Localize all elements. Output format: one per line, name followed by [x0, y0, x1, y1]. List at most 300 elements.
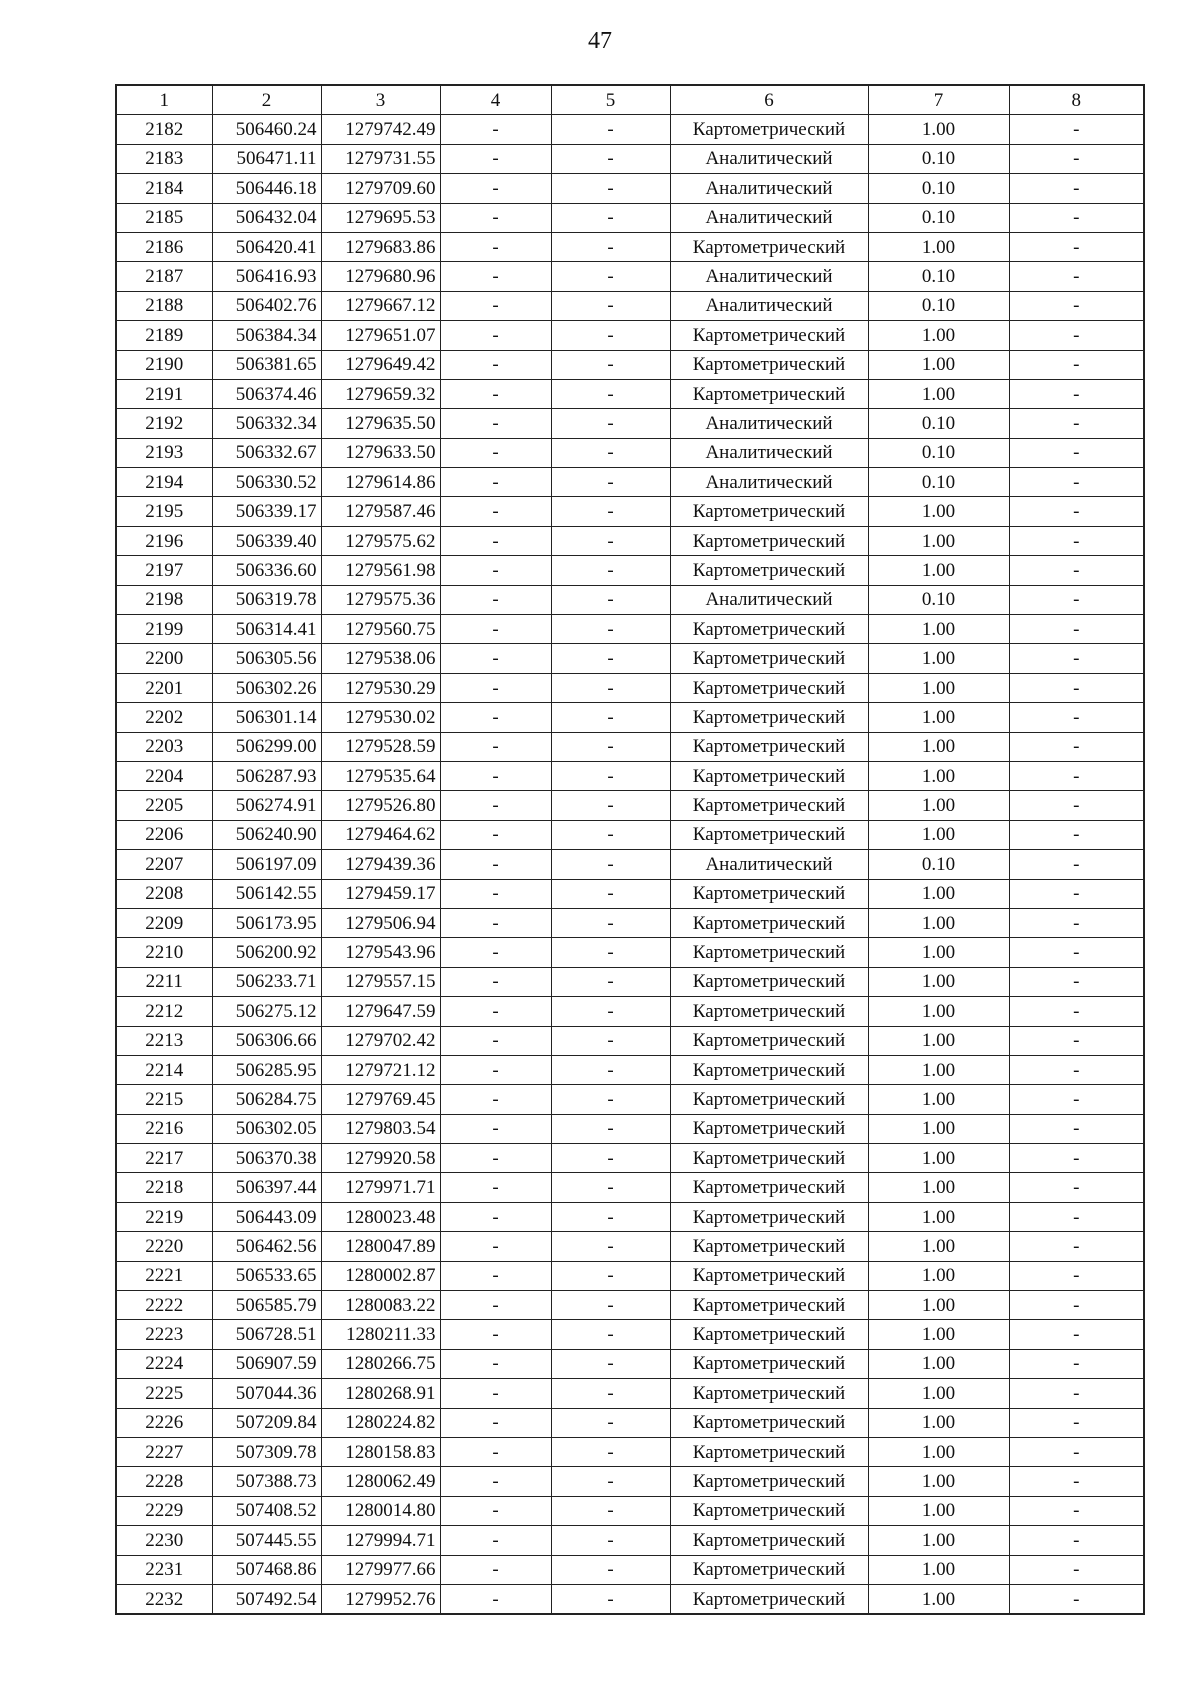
method-cell: Аналитический — [670, 438, 868, 467]
accuracy-cell: 1.00 — [868, 350, 1009, 379]
column-4-cell: - — [440, 967, 551, 996]
column-4-cell: - — [440, 938, 551, 967]
x-coordinate-cell: 506173.95 — [212, 908, 321, 937]
method-cell: Картометрический — [670, 879, 868, 908]
column-4-cell: - — [440, 1055, 551, 1084]
column-8-cell: - — [1009, 262, 1144, 291]
column-4-cell: - — [440, 1467, 551, 1496]
method-cell: Картометрический — [670, 908, 868, 937]
method-cell: Картометрический — [670, 673, 868, 702]
column-4-cell: - — [440, 1320, 551, 1349]
column-8-cell: - — [1009, 1144, 1144, 1173]
table-row — [116, 321, 1144, 350]
y-coordinate-cell: 1279614.86 — [321, 468, 440, 497]
table-row — [116, 703, 1144, 732]
accuracy-cell: 0.10 — [868, 291, 1009, 320]
accuracy-cell: 1.00 — [868, 379, 1009, 408]
y-coordinate-cell: 1279994.71 — [321, 1526, 440, 1555]
point-number-cell: 2229 — [116, 1496, 212, 1525]
column-5-cell: - — [551, 1202, 670, 1231]
column-4-cell: - — [440, 1261, 551, 1290]
accuracy-cell: 1.00 — [868, 761, 1009, 790]
table-row — [116, 585, 1144, 614]
accuracy-cell: 1.00 — [868, 820, 1009, 849]
column-5-cell: - — [551, 644, 670, 673]
column-4-cell: - — [440, 1379, 551, 1408]
point-number-cell: 2230 — [116, 1526, 212, 1555]
x-coordinate-cell: 506287.93 — [212, 761, 321, 790]
point-number-cell: 2190 — [116, 350, 212, 379]
method-cell: Картометрический — [670, 820, 868, 849]
table-row — [116, 556, 1144, 585]
point-number-cell: 2212 — [116, 997, 212, 1026]
x-coordinate-cell: 506233.71 — [212, 967, 321, 996]
table-row — [116, 791, 1144, 820]
column-4-cell: - — [440, 203, 551, 232]
y-coordinate-cell: 1279651.07 — [321, 321, 440, 350]
point-number-cell: 2227 — [116, 1437, 212, 1466]
x-coordinate-cell: 507492.54 — [212, 1584, 321, 1614]
column-8-cell: - — [1009, 291, 1144, 320]
column-5-cell: - — [551, 1349, 670, 1378]
method-cell: Картометрический — [670, 1232, 868, 1261]
accuracy-cell: 1.00 — [868, 1173, 1009, 1202]
method-cell: Картометрический — [670, 1555, 868, 1584]
column-4-cell: - — [440, 1555, 551, 1584]
table-row — [116, 644, 1144, 673]
column-4-cell: - — [440, 526, 551, 555]
table-row — [116, 1379, 1144, 1408]
column-5-cell: - — [551, 1467, 670, 1496]
x-coordinate-cell: 506907.59 — [212, 1349, 321, 1378]
table-row — [116, 850, 1144, 879]
column-4-cell: - — [440, 262, 551, 291]
column-5-cell: - — [551, 262, 670, 291]
y-coordinate-cell: 1279530.29 — [321, 673, 440, 702]
column-8-cell: - — [1009, 174, 1144, 203]
column-4-cell: - — [440, 879, 551, 908]
y-coordinate-cell: 1280211.33 — [321, 1320, 440, 1349]
method-cell: Картометрический — [670, 967, 868, 996]
method-cell: Картометрический — [670, 1584, 868, 1614]
table-row — [116, 615, 1144, 644]
table-header — [116, 85, 1144, 115]
column-header-2: 2 — [212, 85, 321, 115]
point-number-cell: 2182 — [116, 115, 212, 144]
point-number-cell: 2217 — [116, 1144, 212, 1173]
point-number-cell: 2185 — [116, 203, 212, 232]
y-coordinate-cell: 1279633.50 — [321, 438, 440, 467]
x-coordinate-cell: 506319.78 — [212, 585, 321, 614]
accuracy-cell: 1.00 — [868, 1291, 1009, 1320]
column-8-cell: - — [1009, 1055, 1144, 1084]
accuracy-cell: 1.00 — [868, 997, 1009, 1026]
y-coordinate-cell: 1279635.50 — [321, 409, 440, 438]
column-8-cell: - — [1009, 908, 1144, 937]
x-coordinate-cell: 507044.36 — [212, 1379, 321, 1408]
accuracy-cell: 1.00 — [868, 1114, 1009, 1143]
x-coordinate-cell: 506302.26 — [212, 673, 321, 702]
column-5-cell: - — [551, 1496, 670, 1525]
column-5-cell: - — [551, 908, 670, 937]
column-8-cell: - — [1009, 1026, 1144, 1055]
accuracy-cell: 1.00 — [868, 556, 1009, 585]
column-5-cell: - — [551, 1526, 670, 1555]
accuracy-cell: 1.00 — [868, 938, 1009, 967]
column-4-cell: - — [440, 585, 551, 614]
column-header-1: 1 — [116, 85, 212, 115]
accuracy-cell: 1.00 — [868, 115, 1009, 144]
table-row — [116, 761, 1144, 790]
y-coordinate-cell: 1279971.71 — [321, 1173, 440, 1202]
method-cell: Картометрический — [670, 644, 868, 673]
y-coordinate-cell: 1279560.75 — [321, 615, 440, 644]
column-8-cell: - — [1009, 468, 1144, 497]
point-number-cell: 2199 — [116, 615, 212, 644]
y-coordinate-cell: 1279538.06 — [321, 644, 440, 673]
column-5-cell: - — [551, 232, 670, 261]
accuracy-cell: 1.00 — [868, 791, 1009, 820]
x-coordinate-cell: 506200.92 — [212, 938, 321, 967]
point-number-cell: 2203 — [116, 732, 212, 761]
x-coordinate-cell: 506585.79 — [212, 1291, 321, 1320]
point-number-cell: 2221 — [116, 1261, 212, 1290]
method-cell: Картометрический — [670, 115, 868, 144]
x-coordinate-cell: 506305.56 — [212, 644, 321, 673]
accuracy-cell: 1.00 — [868, 879, 1009, 908]
y-coordinate-cell: 1279575.62 — [321, 526, 440, 555]
accuracy-cell: 1.00 — [868, 644, 1009, 673]
accuracy-cell: 1.00 — [868, 1379, 1009, 1408]
column-5-cell: - — [551, 1261, 670, 1290]
y-coordinate-cell: 1280014.80 — [321, 1496, 440, 1525]
table-row — [116, 732, 1144, 761]
y-coordinate-cell: 1279506.94 — [321, 908, 440, 937]
column-5-cell: - — [551, 1173, 670, 1202]
column-8-cell: - — [1009, 556, 1144, 585]
accuracy-cell: 1.00 — [868, 703, 1009, 732]
point-number-cell: 2226 — [116, 1408, 212, 1437]
accuracy-cell: 1.00 — [868, 908, 1009, 937]
x-coordinate-cell: 506533.65 — [212, 1261, 321, 1290]
point-number-cell: 2196 — [116, 526, 212, 555]
column-4-cell: - — [440, 350, 551, 379]
x-coordinate-cell: 507468.86 — [212, 1555, 321, 1584]
column-5-cell: - — [551, 585, 670, 614]
accuracy-cell: 0.10 — [868, 438, 1009, 467]
x-coordinate-cell: 506275.12 — [212, 997, 321, 1026]
x-coordinate-cell: 506432.04 — [212, 203, 321, 232]
x-coordinate-cell: 506370.38 — [212, 1144, 321, 1173]
column-8-cell: - — [1009, 1526, 1144, 1555]
column-5-cell: - — [551, 497, 670, 526]
table-row — [116, 1261, 1144, 1290]
point-number-cell: 2191 — [116, 379, 212, 408]
x-coordinate-cell: 506397.44 — [212, 1173, 321, 1202]
y-coordinate-cell: 1279575.36 — [321, 585, 440, 614]
y-coordinate-cell: 1279680.96 — [321, 262, 440, 291]
point-number-cell: 2208 — [116, 879, 212, 908]
column-8-cell: - — [1009, 1173, 1144, 1202]
column-4-cell: - — [440, 1291, 551, 1320]
table-row — [116, 997, 1144, 1026]
y-coordinate-cell: 1279543.96 — [321, 938, 440, 967]
column-8-cell: - — [1009, 497, 1144, 526]
point-number-cell: 2231 — [116, 1555, 212, 1584]
y-coordinate-cell: 1280224.82 — [321, 1408, 440, 1437]
column-4-cell: - — [440, 850, 551, 879]
column-4-cell: - — [440, 615, 551, 644]
point-number-cell: 2225 — [116, 1379, 212, 1408]
column-5-cell: - — [551, 409, 670, 438]
column-4-cell: - — [440, 908, 551, 937]
accuracy-cell: 1.00 — [868, 967, 1009, 996]
y-coordinate-cell: 1279526.80 — [321, 791, 440, 820]
method-cell: Аналитический — [670, 262, 868, 291]
method-cell: Аналитический — [670, 585, 868, 614]
table-row — [116, 908, 1144, 937]
accuracy-cell: 1.00 — [868, 1320, 1009, 1349]
table-row — [116, 1349, 1144, 1378]
column-5-cell: - — [551, 732, 670, 761]
column-4-cell: - — [440, 1026, 551, 1055]
column-4-cell: - — [440, 291, 551, 320]
column-8-cell: - — [1009, 703, 1144, 732]
y-coordinate-cell: 1280002.87 — [321, 1261, 440, 1290]
method-cell: Аналитический — [670, 850, 868, 879]
column-4-cell: - — [440, 997, 551, 1026]
column-8-cell: - — [1009, 144, 1144, 173]
column-5-cell: - — [551, 1232, 670, 1261]
point-number-cell: 2184 — [116, 174, 212, 203]
column-5-cell: - — [551, 820, 670, 849]
x-coordinate-cell: 506301.14 — [212, 703, 321, 732]
column-4-cell: - — [440, 791, 551, 820]
y-coordinate-cell: 1279683.86 — [321, 232, 440, 261]
column-5-cell: - — [551, 1114, 670, 1143]
method-cell: Картометрический — [670, 1173, 868, 1202]
point-number-cell: 2213 — [116, 1026, 212, 1055]
x-coordinate-cell: 506460.24 — [212, 115, 321, 144]
method-cell: Картометрический — [670, 350, 868, 379]
column-8-cell: - — [1009, 644, 1144, 673]
x-coordinate-cell: 506462.56 — [212, 1232, 321, 1261]
column-8-cell: - — [1009, 1114, 1144, 1143]
table-row — [116, 1584, 1144, 1614]
column-8-cell: - — [1009, 615, 1144, 644]
method-cell: Картометрический — [670, 526, 868, 555]
column-8-cell: - — [1009, 1584, 1144, 1614]
method-cell: Картометрический — [670, 1349, 868, 1378]
column-8-cell: - — [1009, 1379, 1144, 1408]
column-5-cell: - — [551, 291, 670, 320]
table-row — [116, 1055, 1144, 1084]
column-8-cell: - — [1009, 938, 1144, 967]
method-cell: Картометрический — [670, 1055, 868, 1084]
y-coordinate-cell: 1279659.32 — [321, 379, 440, 408]
x-coordinate-cell: 507309.78 — [212, 1437, 321, 1466]
method-cell: Картометрический — [670, 556, 868, 585]
accuracy-cell: 1.00 — [868, 1408, 1009, 1437]
column-4-cell: - — [440, 468, 551, 497]
column-8-cell: - — [1009, 732, 1144, 761]
x-coordinate-cell: 506306.66 — [212, 1026, 321, 1055]
column-5-cell: - — [551, 850, 670, 879]
column-8-cell: - — [1009, 1232, 1144, 1261]
column-8-cell: - — [1009, 379, 1144, 408]
method-cell: Аналитический — [670, 468, 868, 497]
method-cell: Картометрический — [670, 1144, 868, 1173]
accuracy-cell: 1.00 — [868, 526, 1009, 555]
point-number-cell: 2198 — [116, 585, 212, 614]
accuracy-cell: 0.10 — [868, 203, 1009, 232]
column-5-cell: - — [551, 1291, 670, 1320]
table-row — [116, 1496, 1144, 1525]
column-4-cell: - — [440, 232, 551, 261]
y-coordinate-cell: 1279647.59 — [321, 997, 440, 1026]
x-coordinate-cell: 506471.11 — [212, 144, 321, 173]
y-coordinate-cell: 1279587.46 — [321, 497, 440, 526]
y-coordinate-cell: 1279530.02 — [321, 703, 440, 732]
y-coordinate-cell: 1279649.42 — [321, 350, 440, 379]
method-cell: Картометрический — [670, 791, 868, 820]
x-coordinate-cell: 506332.34 — [212, 409, 321, 438]
column-8-cell: - — [1009, 1467, 1144, 1496]
x-coordinate-cell: 507408.52 — [212, 1496, 321, 1525]
method-cell: Аналитический — [670, 144, 868, 173]
method-cell: Картометрический — [670, 321, 868, 350]
column-4-cell: - — [440, 144, 551, 173]
accuracy-cell: 1.00 — [868, 1085, 1009, 1114]
point-number-cell: 2218 — [116, 1173, 212, 1202]
column-8-cell: - — [1009, 1202, 1144, 1231]
accuracy-cell: 1.00 — [868, 1555, 1009, 1584]
column-5-cell: - — [551, 115, 670, 144]
table-row — [116, 174, 1144, 203]
table-row — [116, 409, 1144, 438]
y-coordinate-cell: 1279803.54 — [321, 1114, 440, 1143]
accuracy-cell: 1.00 — [868, 1584, 1009, 1614]
y-coordinate-cell: 1279742.49 — [321, 115, 440, 144]
column-5-cell: - — [551, 1320, 670, 1349]
column-5-cell: - — [551, 1144, 670, 1173]
header-row — [116, 85, 1144, 115]
table-row — [116, 879, 1144, 908]
point-number-cell: 2187 — [116, 262, 212, 291]
column-8-cell: - — [1009, 1085, 1144, 1114]
method-cell: Картометрический — [670, 1026, 868, 1055]
method-cell: Аналитический — [670, 291, 868, 320]
method-cell: Картометрический — [670, 1467, 868, 1496]
accuracy-cell: 1.00 — [868, 615, 1009, 644]
y-coordinate-cell: 1279702.42 — [321, 1026, 440, 1055]
table-row — [116, 1232, 1144, 1261]
y-coordinate-cell: 1280083.22 — [321, 1291, 440, 1320]
method-cell: Картометрический — [670, 1496, 868, 1525]
y-coordinate-cell: 1280047.89 — [321, 1232, 440, 1261]
y-coordinate-cell: 1279561.98 — [321, 556, 440, 585]
column-8-cell: - — [1009, 1555, 1144, 1584]
method-cell: Аналитический — [670, 409, 868, 438]
column-4-cell: - — [440, 115, 551, 144]
column-4-cell: - — [440, 1114, 551, 1143]
accuracy-cell: 0.10 — [868, 850, 1009, 879]
column-8-cell: - — [1009, 585, 1144, 614]
point-number-cell: 2186 — [116, 232, 212, 261]
accuracy-cell: 1.00 — [868, 1261, 1009, 1290]
column-8-cell: - — [1009, 1320, 1144, 1349]
point-number-cell: 2201 — [116, 673, 212, 702]
accuracy-cell: 1.00 — [868, 1526, 1009, 1555]
column-5-cell: - — [551, 967, 670, 996]
column-8-cell: - — [1009, 350, 1144, 379]
x-coordinate-cell: 506384.34 — [212, 321, 321, 350]
column-8-cell: - — [1009, 1261, 1144, 1290]
column-5-cell: - — [551, 1584, 670, 1614]
point-number-cell: 2200 — [116, 644, 212, 673]
point-number-cell: 2210 — [116, 938, 212, 967]
column-5-cell: - — [551, 350, 670, 379]
column-8-cell: - — [1009, 997, 1144, 1026]
accuracy-cell: 1.00 — [868, 1232, 1009, 1261]
x-coordinate-cell: 507388.73 — [212, 1467, 321, 1496]
table-row — [116, 820, 1144, 849]
column-4-cell: - — [440, 409, 551, 438]
x-coordinate-cell: 506142.55 — [212, 879, 321, 908]
x-coordinate-cell: 507445.55 — [212, 1526, 321, 1555]
column-5-cell: - — [551, 1555, 670, 1584]
column-4-cell: - — [440, 1085, 551, 1114]
table-row — [116, 1526, 1144, 1555]
point-number-cell: 2192 — [116, 409, 212, 438]
method-cell: Аналитический — [670, 174, 868, 203]
x-coordinate-cell: 506339.17 — [212, 497, 321, 526]
table-row — [116, 1320, 1144, 1349]
method-cell: Картометрический — [670, 232, 868, 261]
coordinates-table — [115, 84, 1145, 1615]
column-4-cell: - — [440, 556, 551, 585]
method-cell: Картометрический — [670, 1437, 868, 1466]
y-coordinate-cell: 1279952.76 — [321, 1584, 440, 1614]
point-number-cell: 2202 — [116, 703, 212, 732]
y-coordinate-cell: 1279439.36 — [321, 850, 440, 879]
column-8-cell: - — [1009, 526, 1144, 555]
table-row — [116, 1114, 1144, 1143]
column-8-cell: - — [1009, 791, 1144, 820]
y-coordinate-cell: 1279769.45 — [321, 1085, 440, 1114]
x-coordinate-cell: 506330.52 — [212, 468, 321, 497]
method-cell: Аналитический — [670, 203, 868, 232]
y-coordinate-cell: 1280158.83 — [321, 1437, 440, 1466]
column-5-cell: - — [551, 703, 670, 732]
column-5-cell: - — [551, 556, 670, 585]
method-cell: Картометрический — [670, 497, 868, 526]
column-4-cell: - — [440, 174, 551, 203]
table-row — [116, 1085, 1144, 1114]
table-row — [116, 262, 1144, 291]
method-cell: Картометрический — [670, 1114, 868, 1143]
column-8-cell: - — [1009, 232, 1144, 261]
column-4-cell: - — [440, 644, 551, 673]
column-4-cell: - — [440, 1526, 551, 1555]
column-4-cell: - — [440, 438, 551, 467]
y-coordinate-cell: 1279731.55 — [321, 144, 440, 173]
x-coordinate-cell: 506274.91 — [212, 791, 321, 820]
point-number-cell: 2205 — [116, 791, 212, 820]
x-coordinate-cell: 506374.46 — [212, 379, 321, 408]
y-coordinate-cell: 1279459.17 — [321, 879, 440, 908]
x-coordinate-cell: 506197.09 — [212, 850, 321, 879]
